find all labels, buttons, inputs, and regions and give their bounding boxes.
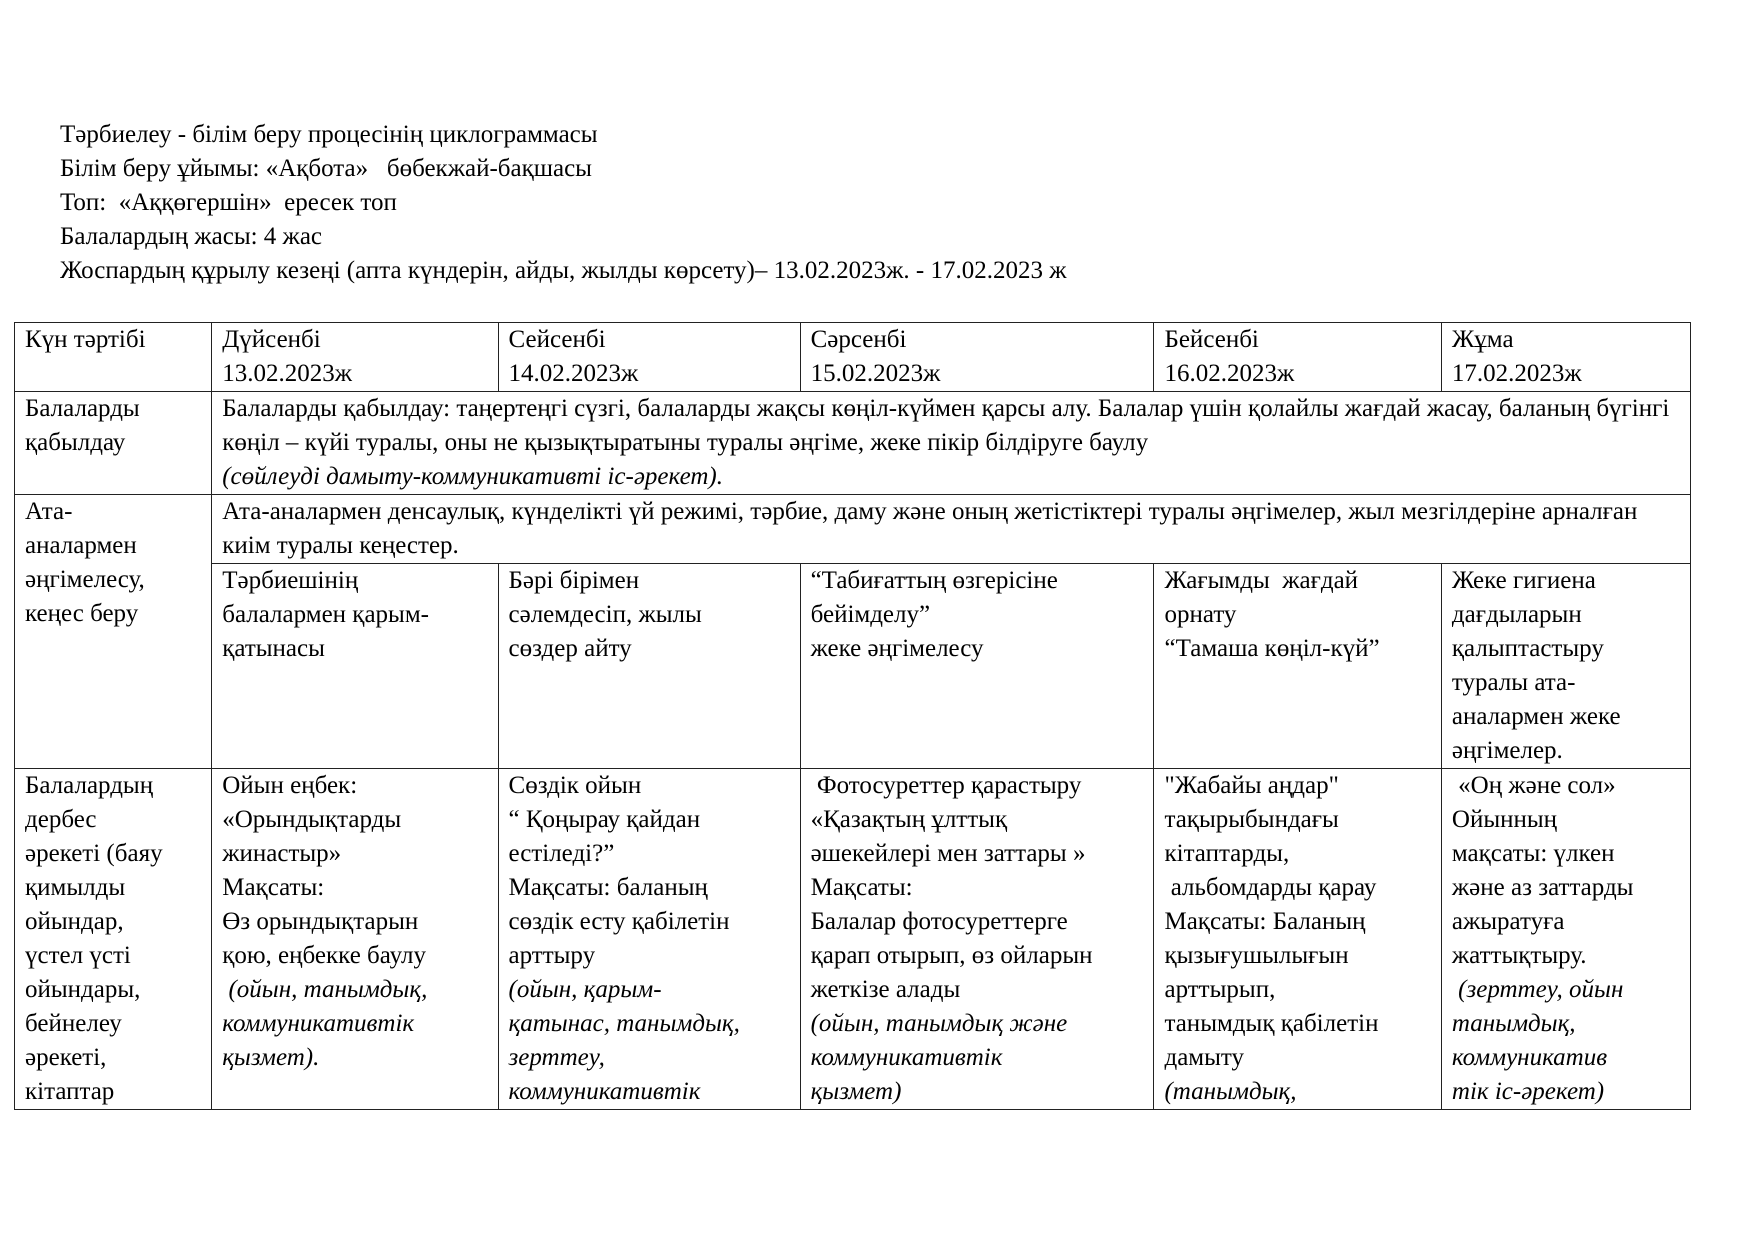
header-period: Жоспардың құрылу кезеңі (апта күндерін, айды, жылды көрсету)– 13.02.2023ж. - 17.02.2023 ж	[60, 257, 1067, 284]
header-cell-wednesday	[800, 323, 1154, 392]
activity-note: (зерттеу, ойын танымдық, коммуникатив тік іс-әрекет)	[1451, 976, 1624, 1105]
parents-cell-tuesday: Бәрі бірімен сәлемдесіп, жылы сөздер айту	[498, 564, 800, 769]
table-header-row	[15, 323, 1691, 392]
reception-text-cell	[212, 392, 1691, 495]
activity-cell-monday	[212, 769, 498, 1110]
activity-cell-friday	[1441, 769, 1690, 1110]
document-header	[60, 118, 1066, 288]
day-name: Дүйсенбі	[222, 326, 321, 353]
activity-text: "Жабайы аңдар" тақырыбындағы кітаптарды, альбомдарды қарау Мақсаты: Баланың қызығушылығын арттырып, танымдық қабілетін дамыту	[1164, 772, 1379, 1071]
parents-cell-thursday: Жағымды жағдай орнату “Тамаша көңіл-күй”	[1154, 564, 1441, 769]
row-label-reception: Балаларды қабылдау	[15, 392, 212, 495]
day-name: Жұма	[1451, 326, 1514, 353]
reception-text: Балаларды қабылдау: таңертеңгі сүзгі, балаларды жақсы көңіл-күймен қарсы алу. Балалар үшін қолайлы жағдай жасау, баланың бүгінгі көңіл – күйі туралы, оны не қызықтыратыны туралы әңгіме, жеке пікір білдіруге баулу	[222, 395, 1676, 456]
day-date: 17.02.2023ж	[1451, 360, 1582, 387]
day-date: 14.02.2023ж	[508, 360, 639, 387]
row-label-parents: Ата- аналармен әңгімелесу, кеңес беру	[15, 495, 212, 769]
header-cell-friday	[1441, 323, 1690, 392]
header-cell-schedule: Күн тәртібі	[15, 323, 212, 392]
activity-note: (ойын, танымдық, коммуникативтік қызмет).	[222, 976, 428, 1071]
activity-note: (ойын, танымдық және коммуникативтік қызмет)	[810, 1010, 1068, 1105]
activity-cell-tuesday	[498, 769, 800, 1110]
parents-text-cell: Ата-аналармен денсаулық, күнделікті үй режимі, тәрбие, даму және оның жетістіктері туралы әңгімелер, жыл мезгілдеріне арналған киім туралы кеңестер.	[212, 495, 1691, 564]
parents-cell-wednesday: “Табиғаттың өзгерісіне бейімделу” жеке әңгімелесу	[800, 564, 1154, 769]
header-age: Балалардың жасы: 4 жас	[60, 223, 323, 250]
header-organization: Білім беру ұйымы: «Ақбота» бөбекжай-бақшасы	[60, 155, 592, 182]
activity-cell-thursday	[1154, 769, 1441, 1110]
activity-text: «Оң және сол» Ойынның мақсаты: үлкен және аз заттарды ажыратуға жаттықтыру.	[1451, 772, 1634, 969]
table-row-reception	[15, 392, 1691, 495]
header-title: Тәрбиелеу - білім беру процесінің циклограммасы	[60, 121, 598, 148]
day-name: Сейсенбі	[508, 326, 606, 353]
activity-text: Ойын еңбек: «Орындықтарды жинастыр» Мақсаты: Өз орындықтарын қою, еңбекке баулу	[222, 772, 426, 969]
parents-cell-friday: Жеке гигиена дағдыларын қалыптастыру туралы ата- аналармен жеке әңгімелер.	[1441, 564, 1690, 769]
header-cell-tuesday	[498, 323, 800, 392]
schedule-table	[14, 322, 1691, 1110]
header-cell-thursday	[1154, 323, 1441, 392]
header-cell-monday	[212, 323, 498, 392]
day-date: 16.02.2023ж	[1164, 360, 1295, 387]
activity-text: Фотосуреттер қарастыру «Қазақтың ұлттық әшекейлері мен заттары » Мақсаты: Балалар фотосуреттерге қарап отырып, өз ойларын жеткізе алады	[810, 772, 1093, 1003]
header-group: Топ: «Аққөгершін» ересек топ	[60, 189, 397, 216]
table-row-parents	[15, 495, 1691, 564]
table-row-activity	[15, 769, 1691, 1110]
table-row-parents-daily	[15, 564, 1691, 769]
day-name: Бейсенбі	[1164, 326, 1259, 353]
day-name: Сәрсенбі	[810, 326, 907, 353]
activity-cell-wednesday	[800, 769, 1154, 1110]
activity-text: Сөздік ойын “ Қоңырау қайдан естіледі?” Мақсаты: баланың сөздік есту қабілетін арттыру	[508, 772, 730, 969]
reception-note: (сөйлеуді дамыту-коммуникативті іс-әрекет).	[222, 463, 723, 490]
activity-note: (танымдық,	[1164, 1078, 1297, 1105]
day-date: 15.02.2023ж	[810, 360, 941, 387]
row-label-activity: Балалардың дербес әрекеті (баяу қимылды ойындар, үстел үсті ойындары, бейнелеу әрекеті, кітаптар	[15, 769, 212, 1110]
day-date: 13.02.2023ж	[222, 360, 353, 387]
activity-note: (ойын, қарым- қатынас, танымдық, зерттеу, коммуникативтік	[508, 976, 740, 1105]
parents-cell-monday: Тәрбиешінің балалармен қарым- қатынасы	[212, 564, 498, 769]
